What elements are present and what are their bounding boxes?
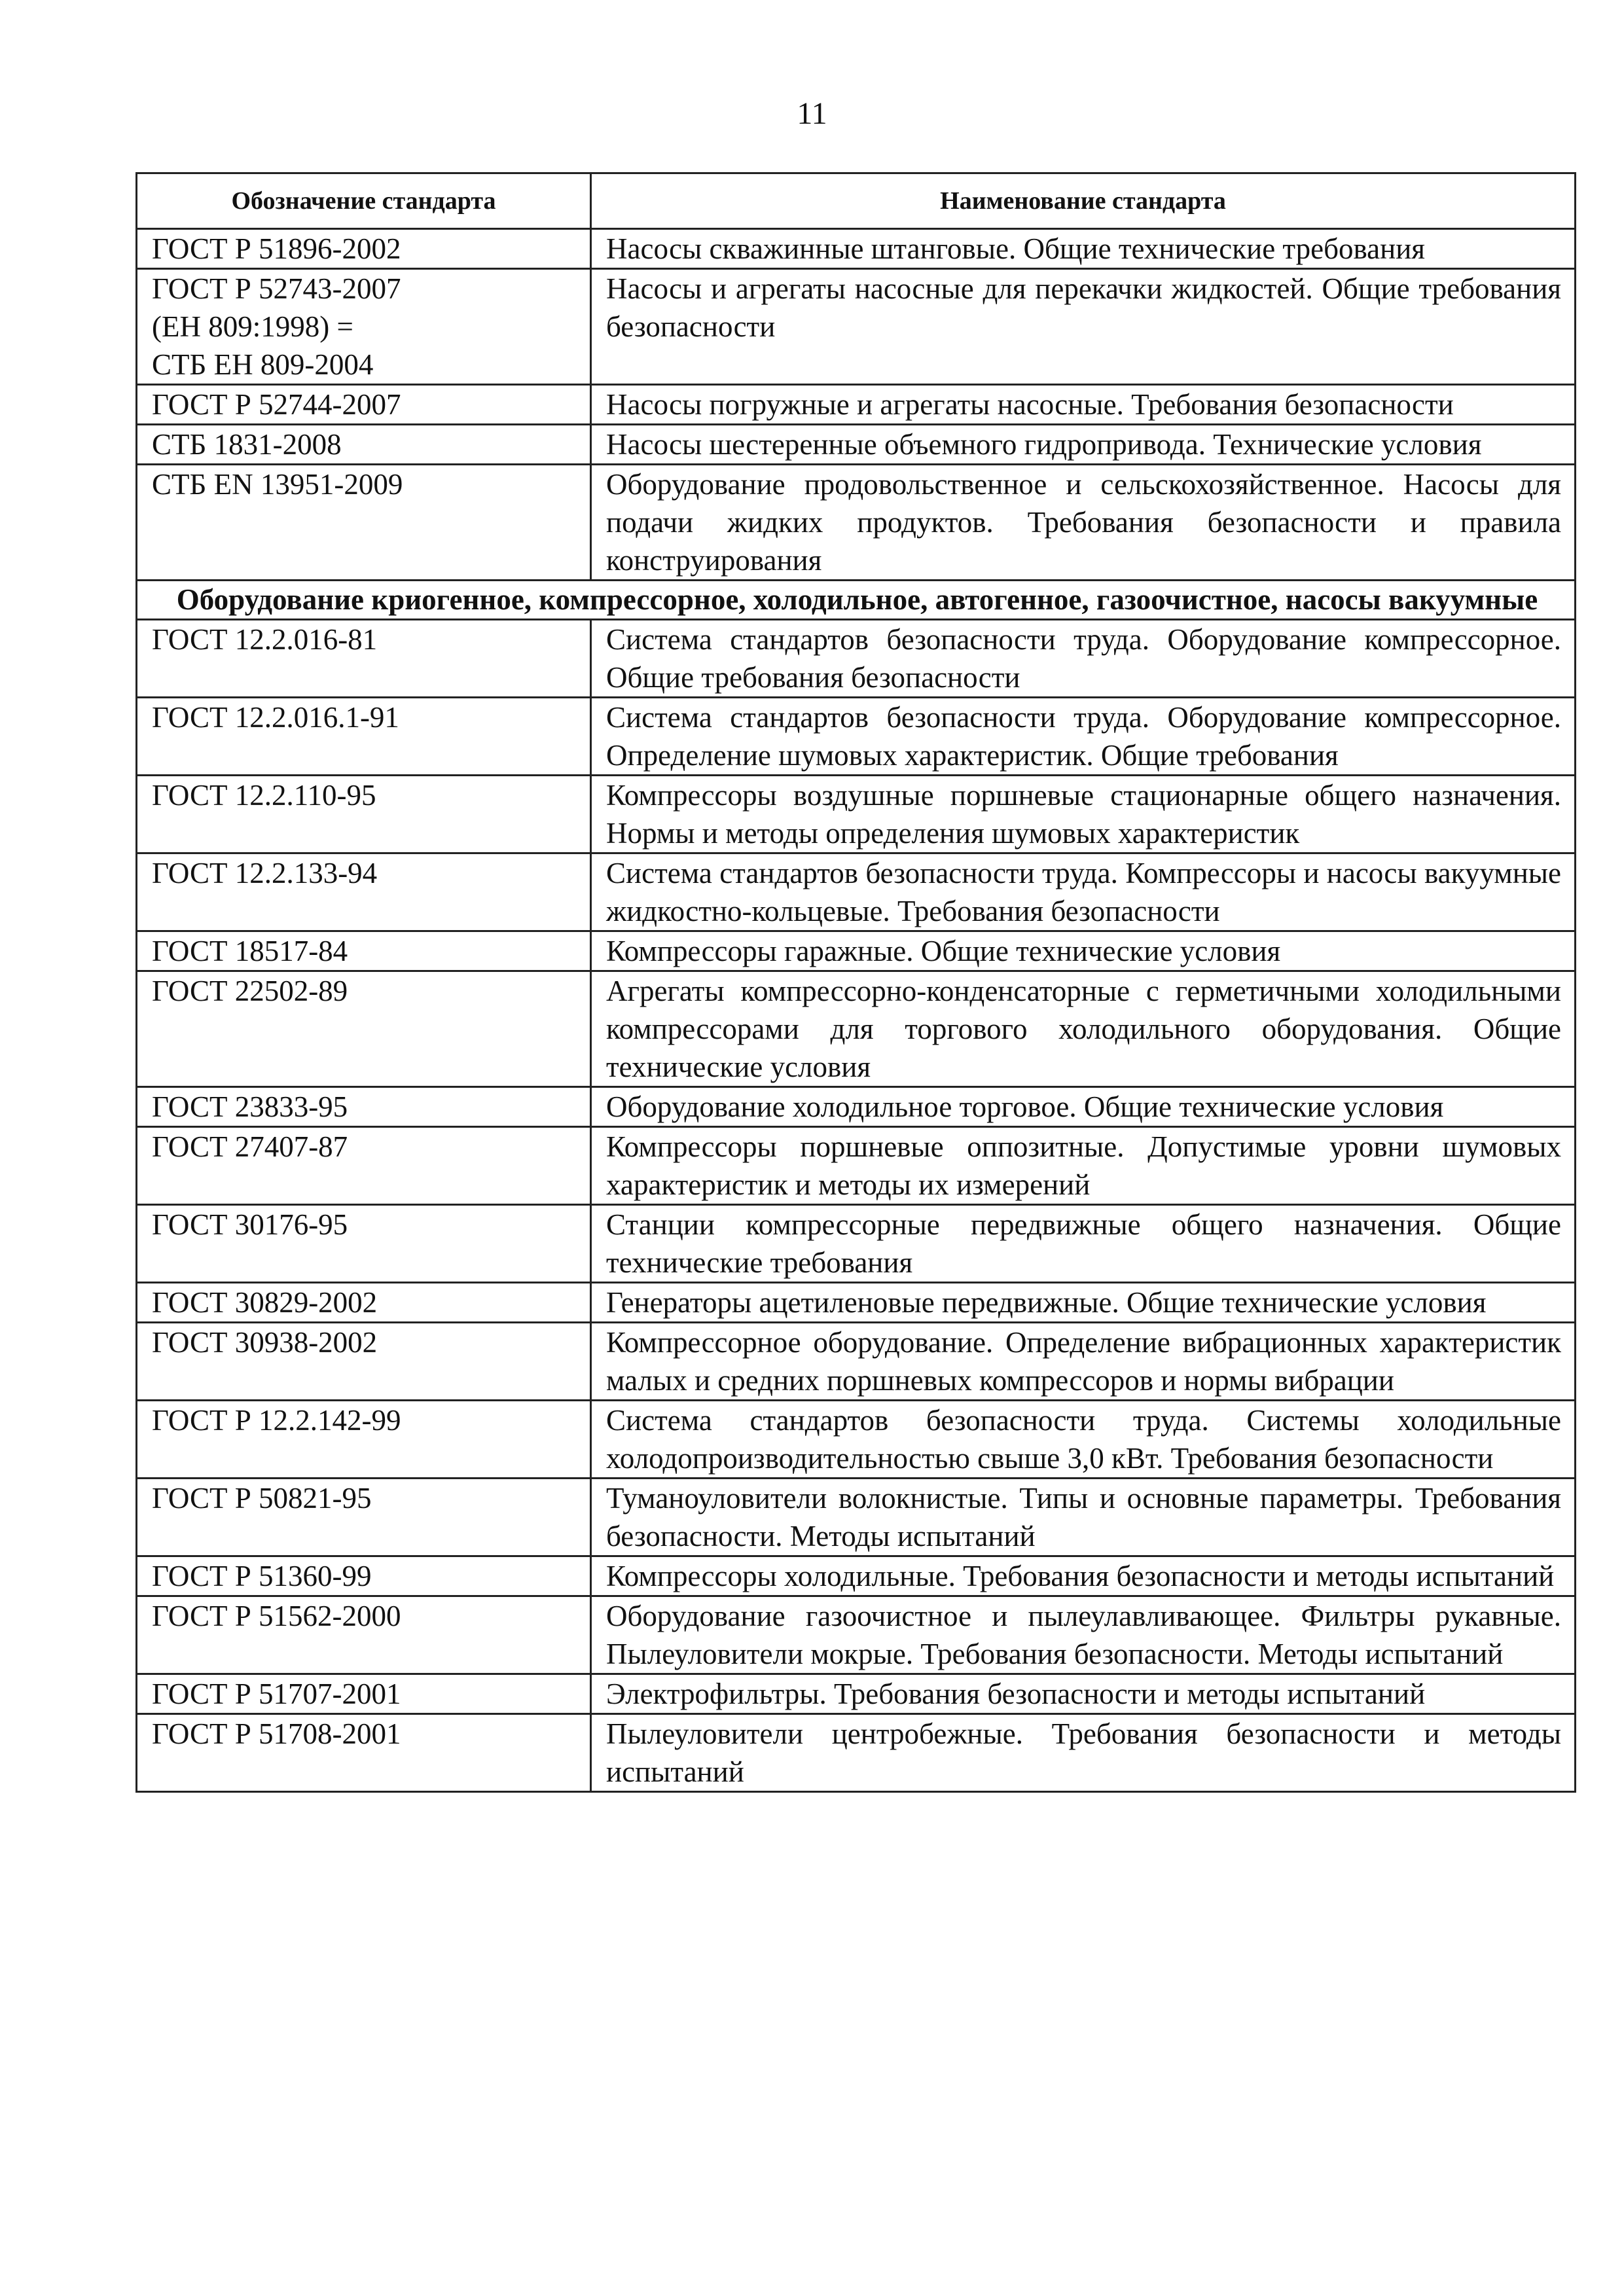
page-number: 11 — [797, 96, 827, 131]
table-row — [137, 971, 1576, 1087]
standard-code: ГОСТ 30938-2002 — [137, 1323, 591, 1401]
table-row — [137, 1283, 1576, 1323]
standard-name: Насосы шестеренные объемного гидропривода. Технические условия — [591, 425, 1576, 465]
table-row — [137, 1323, 1576, 1401]
standard-name: Насосы погружные и агрегаты насосные. Требования безопасности — [591, 385, 1576, 425]
standard-name: Компрессоры гаражные. Общие технические условия — [591, 931, 1576, 971]
standard-code: ГОСТ Р 51896-2002 — [137, 229, 591, 269]
table-row — [137, 1087, 1576, 1127]
section-heading: Оборудование криогенное, компрессорное, холодильное, автогенное, газоочистное, насосы вакуумные — [137, 581, 1576, 620]
standard-code: ГОСТ 12.2.016-81 — [137, 620, 591, 698]
standard-name: Станции компрессорные передвижные общего назначения. Общие технические требования — [591, 1205, 1576, 1283]
standard-name: Оборудование холодильное торговое. Общие технические условия — [591, 1087, 1576, 1127]
table-row — [137, 385, 1576, 425]
table-row — [137, 1674, 1576, 1714]
standard-code: ГОСТ 30829-2002 — [137, 1283, 591, 1323]
standard-code: ГОСТ Р 52744-2007 — [137, 385, 591, 425]
table-row — [137, 1205, 1576, 1283]
table-row — [137, 698, 1576, 776]
standard-code: ГОСТ 30176-95 — [137, 1205, 591, 1283]
table-row — [137, 1401, 1576, 1479]
standard-name: Оборудование газоочистное и пылеулавливающее. Фильтры рукавные. Пылеуловители мокрые. Требования безопасности. Методы испытаний — [591, 1596, 1576, 1674]
standard-name: Компрессоры воздушные поршневые стационарные общего назначения. Нормы и методы определения шумовых характеристик — [591, 776, 1576, 853]
standards-table — [135, 172, 1576, 1793]
table-row — [137, 1596, 1576, 1674]
table-row — [137, 853, 1576, 931]
column-header-name: Наименование стандарта — [591, 173, 1576, 229]
table-row — [137, 269, 1576, 385]
standard-code: ГОСТ Р 12.2.142-99 — [137, 1401, 591, 1479]
standard-code: ГОСТ Р 50821-95 — [137, 1479, 591, 1556]
standard-name: Система стандартов безопасности труда. Компрессоры и насосы вакуумные жидкостно-кольцевые. Требования безопасности — [591, 853, 1576, 931]
standard-name: Туманоуловители волокнистые. Типы и основные параметры. Требования безопасности. Методы испытаний — [591, 1479, 1576, 1556]
standard-code: ГОСТ Р 51562-2000 — [137, 1596, 591, 1674]
table-row — [137, 1127, 1576, 1205]
standard-name: Компрессоры холодильные. Требования безопасности и методы испытаний — [591, 1556, 1576, 1596]
table-header-row — [137, 173, 1576, 229]
table-row — [137, 425, 1576, 465]
standard-name: Насосы и агрегаты насосные для перекачки жидкостей. Общие требования безопасности — [591, 269, 1576, 385]
standard-code: ГОСТ 12.2.016.1-91 — [137, 698, 591, 776]
standard-code: ГОСТ 23833-95 — [137, 1087, 591, 1127]
standard-code: ГОСТ 27407-87 — [137, 1127, 591, 1205]
table-row — [137, 620, 1576, 698]
standard-name: Система стандартов безопасности труда. Оборудование компрессорное. Определение шумовых характеристик. Общие требования — [591, 698, 1576, 776]
standard-code: ГОСТ Р 51360-99 — [137, 1556, 591, 1596]
standard-code: СТБ 1831-2008 — [137, 425, 591, 465]
standard-code: ГОСТ Р 51708-2001 — [137, 1714, 591, 1792]
standard-code: ГОСТ Р 52743-2007 (ЕН 809:1998) = СТБ ЕН 809-2004 — [137, 269, 591, 385]
section-heading-row — [137, 581, 1576, 620]
table-body — [137, 229, 1576, 1792]
standard-name: Генераторы ацетиленовые передвижные. Общие технические условия — [591, 1283, 1576, 1323]
standard-name: Компрессоры поршневые оппозитные. Допустимые уровни шумовых характеристик и методы их измерений — [591, 1127, 1576, 1205]
standard-name: Система стандартов безопасности труда. Системы холодильные холодопроизводительностью свыше 3,0 кВт. Требования безопасности — [591, 1401, 1576, 1479]
standard-name: Компрессорное оборудование. Определение вибрационных характеристик малых и средних поршневых компрессоров и нормы вибрации — [591, 1323, 1576, 1401]
table-row — [137, 1714, 1576, 1792]
standard-name: Насосы скважинные штанговые. Общие технические требования — [591, 229, 1576, 269]
standard-code: ГОСТ 12.2.110-95 — [137, 776, 591, 853]
standard-name: Агрегаты компрессорно-конденсаторные с герметичными холодильными компрессорами для торгового холодильного оборудования. Общие технические условия — [591, 971, 1576, 1087]
standard-code: ГОСТ Р 51707-2001 — [137, 1674, 591, 1714]
column-header-code: Обозначение стандарта — [137, 173, 591, 229]
standard-code: ГОСТ 18517-84 — [137, 931, 591, 971]
standard-name: Система стандартов безопасности труда. Оборудование компрессорное. Общие требования безопасности — [591, 620, 1576, 698]
table-row — [137, 229, 1576, 269]
table-row — [137, 931, 1576, 971]
standard-code: ГОСТ 12.2.133-94 — [137, 853, 591, 931]
standard-code: ГОСТ 22502-89 — [137, 971, 591, 1087]
standard-code: СТБ EN 13951-2009 — [137, 465, 591, 581]
standard-name: Оборудование продовольственное и сельскохозяйственное. Насосы для подачи жидких продуктов. Требования безопасности и правила конструирования — [591, 465, 1576, 581]
table-row — [137, 1479, 1576, 1556]
table-row — [137, 1556, 1576, 1596]
standard-name: Пылеуловители центробежные. Требования безопасности и методы испытаний — [591, 1714, 1576, 1792]
standard-name: Электрофильтры. Требования безопасности и методы испытаний — [591, 1674, 1576, 1714]
table-row — [137, 776, 1576, 853]
table-row — [137, 465, 1576, 581]
